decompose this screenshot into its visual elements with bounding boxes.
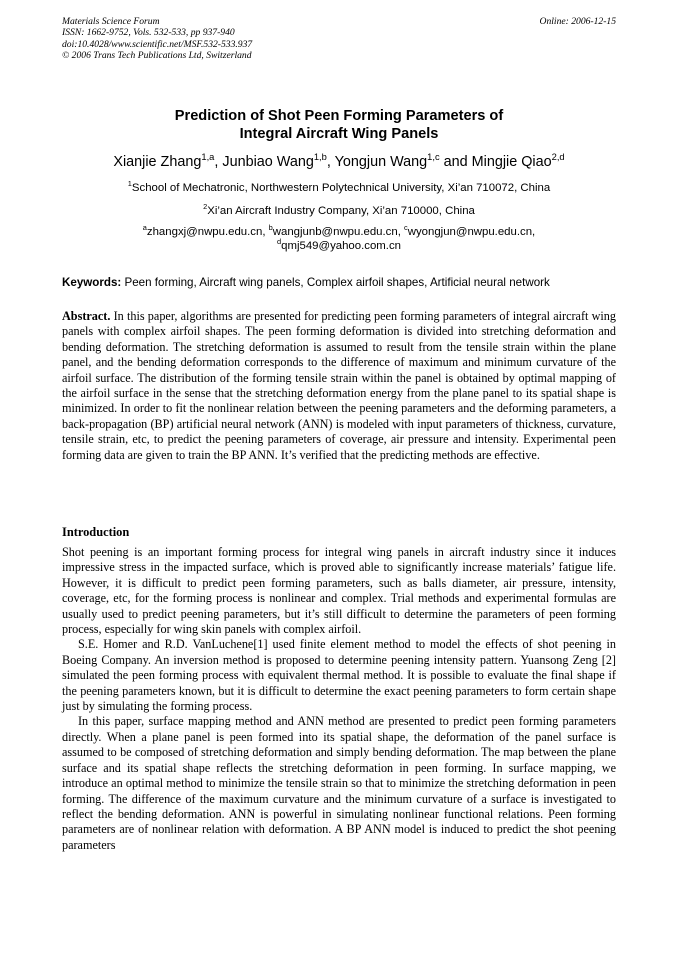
- journal-name: Materials Science Forum: [62, 16, 160, 27]
- introduction-body: [62, 545, 616, 853]
- email-sup: c: [404, 223, 408, 233]
- author-sup: 2,d: [551, 152, 565, 163]
- author-sup: 1,a: [201, 152, 215, 163]
- email-sup: b: [268, 223, 273, 233]
- email-line-1: [62, 225, 616, 239]
- author-name: Xianjie Zhang: [113, 154, 202, 170]
- intro-paragraph-2: S.E. Homer and R.D. VanLuchene[1] used finite element method to model the effects of shot peening in Boeing Company. An inversion method is proposed to determine peening intensity pattern. Yuansong Zeng [2] simulated the peen forming process with equivalent thermal method. It is possible to evaluate the final shape if the peening parameters known, but it is difficult to determine the exact peening parameters to form certain shape just by simulating the forming process.: [62, 637, 616, 714]
- author-name: Junbiao Wang: [222, 154, 314, 170]
- email-a: zhangxj@nwpu.edu.cn,: [146, 226, 269, 238]
- affiliation-sup: 1: [127, 179, 132, 189]
- email-sup: a: [142, 223, 147, 233]
- email-c: wyongjun@nwpu.edu.cn,: [407, 226, 536, 238]
- intro-paragraph-1: Shot peening is an important forming process for integral wing panels in aircraft industry since it induces impressive stress in the impacted surface, which is proved able to significantly increase materials’ fatigue life. However, it is difficult to predict peen forming parameters, such as balls diameter, air pressure, intensity, coverage, etc, for the forming process is nonlinear and complex. Trial methods and experimental formulas are usually used to predict peening parameters, but it’s still difficult to determine the parameters of peen forming process, especially for wing skin panels with complex airfoil.: [62, 545, 616, 637]
- section-heading-introduction: Introduction: [62, 525, 130, 539]
- email-line-2: [62, 239, 616, 253]
- email-d: qmj549@yahoo.com.cn: [281, 240, 401, 252]
- online-date: Online: 2006-12-15: [539, 16, 616, 27]
- email-sup: d: [277, 237, 282, 247]
- copyright-line: © 2006 Trans Tech Publications Ltd, Switzerland: [62, 50, 252, 62]
- intro-paragraph-3: In this paper, surface mapping method and ANN method are presented to predict peen forming parameters directly. When a plane panel is peen formed into its spatial shape, the deformation of the panel surface is assumed to be composed of stretching deformation and simply bending deformation. The map between the plane surface and its spatial shape reflects the stretching deformation in peen forming. In surface mapping, we introduce an optimal method to minimize the tensile strain so that to minimize the stretching deformation in peen forming. The difference of the maximum curvature and the minimum curvature of a surface is investigated to reflect the bending deformation. ANN is powerful in simulating nonlinear functional relations. Peen forming parameters are of nonlinear relation with deformation. A BP ANN model is induced to predict the shot peening parameters: [62, 714, 616, 852]
- keywords-label: Keywords:: [62, 276, 122, 289]
- author-list: [62, 153, 616, 171]
- author-name: Yongjun Wang: [334, 154, 428, 170]
- abstract-label: Abstract.: [62, 309, 111, 323]
- paper-title: [62, 107, 616, 143]
- email-list: [62, 225, 616, 253]
- abstract-text: In this paper, algorithms are presented for predicting peen forming parameters of integral aircraft wing panels with complex airfoil shapes. The peen forming deformation is divided into stretching deformation and bending deformation. The stretching deformation is assumed to result from the tensile strain within the plane panel, and the bending deformation corresponds to the difference of maximum and minimum curvature of the airfoil surface. The distribution of the forming tensile strain within the panel is obtained by optimal mapping of the airfoil surface in the sense that the stretching deformation energy from the plane panel to its spatial shape is minimized. In order to fit the nonlinear relation between the peening parameters and the deforming parameters, a back-propagation (BP) artificial neural network (ANN) is modeled with input parameters of thickness, curvature, tensile strain, etc, to predict the peening parameters of coverage, air pressure and intensity. Experimental peen forming data are given to train the BP ANN. It’s verified that the predicting methods are effective.: [62, 309, 616, 462]
- doi-line: doi:10.4028/www.scientific.net/MSF.532-533.937: [62, 38, 253, 50]
- title-line-2: Integral Aircraft Wing Panels: [239, 126, 439, 142]
- abstract: [62, 309, 616, 463]
- affiliation-text: School of Mechatronic, Northwestern Polytechnical University, Xi’an 710072, China: [131, 182, 551, 194]
- affiliation-1: [62, 181, 616, 195]
- title-line-1: Prediction of Shot Peen Forming Parameters of: [174, 108, 504, 124]
- author-sup: 1,b: [313, 152, 327, 163]
- author-sup: 1,c: [427, 152, 440, 163]
- keywords-text: Peen forming, Aircraft wing panels, Complex airfoil shapes, Artificial neural network: [121, 276, 550, 289]
- keywords: [62, 276, 616, 290]
- author-separator: ,: [214, 154, 223, 170]
- affiliation-sup: 2: [203, 202, 208, 212]
- email-b: wangjunb@nwpu.edu.cn,: [272, 226, 405, 238]
- journal-header: [62, 16, 252, 62]
- author-separator: and: [439, 154, 472, 170]
- issn-line: ISSN: 1662-9752, Vols. 532-533, pp 937-940: [62, 27, 235, 39]
- affiliation-text: Xi’an Aircraft Industry Company, Xi’an 710000, China: [207, 205, 475, 217]
- author-name: Mingjie Qiao: [471, 154, 552, 170]
- affiliation-2: [62, 204, 616, 218]
- author-separator: ,: [326, 154, 335, 170]
